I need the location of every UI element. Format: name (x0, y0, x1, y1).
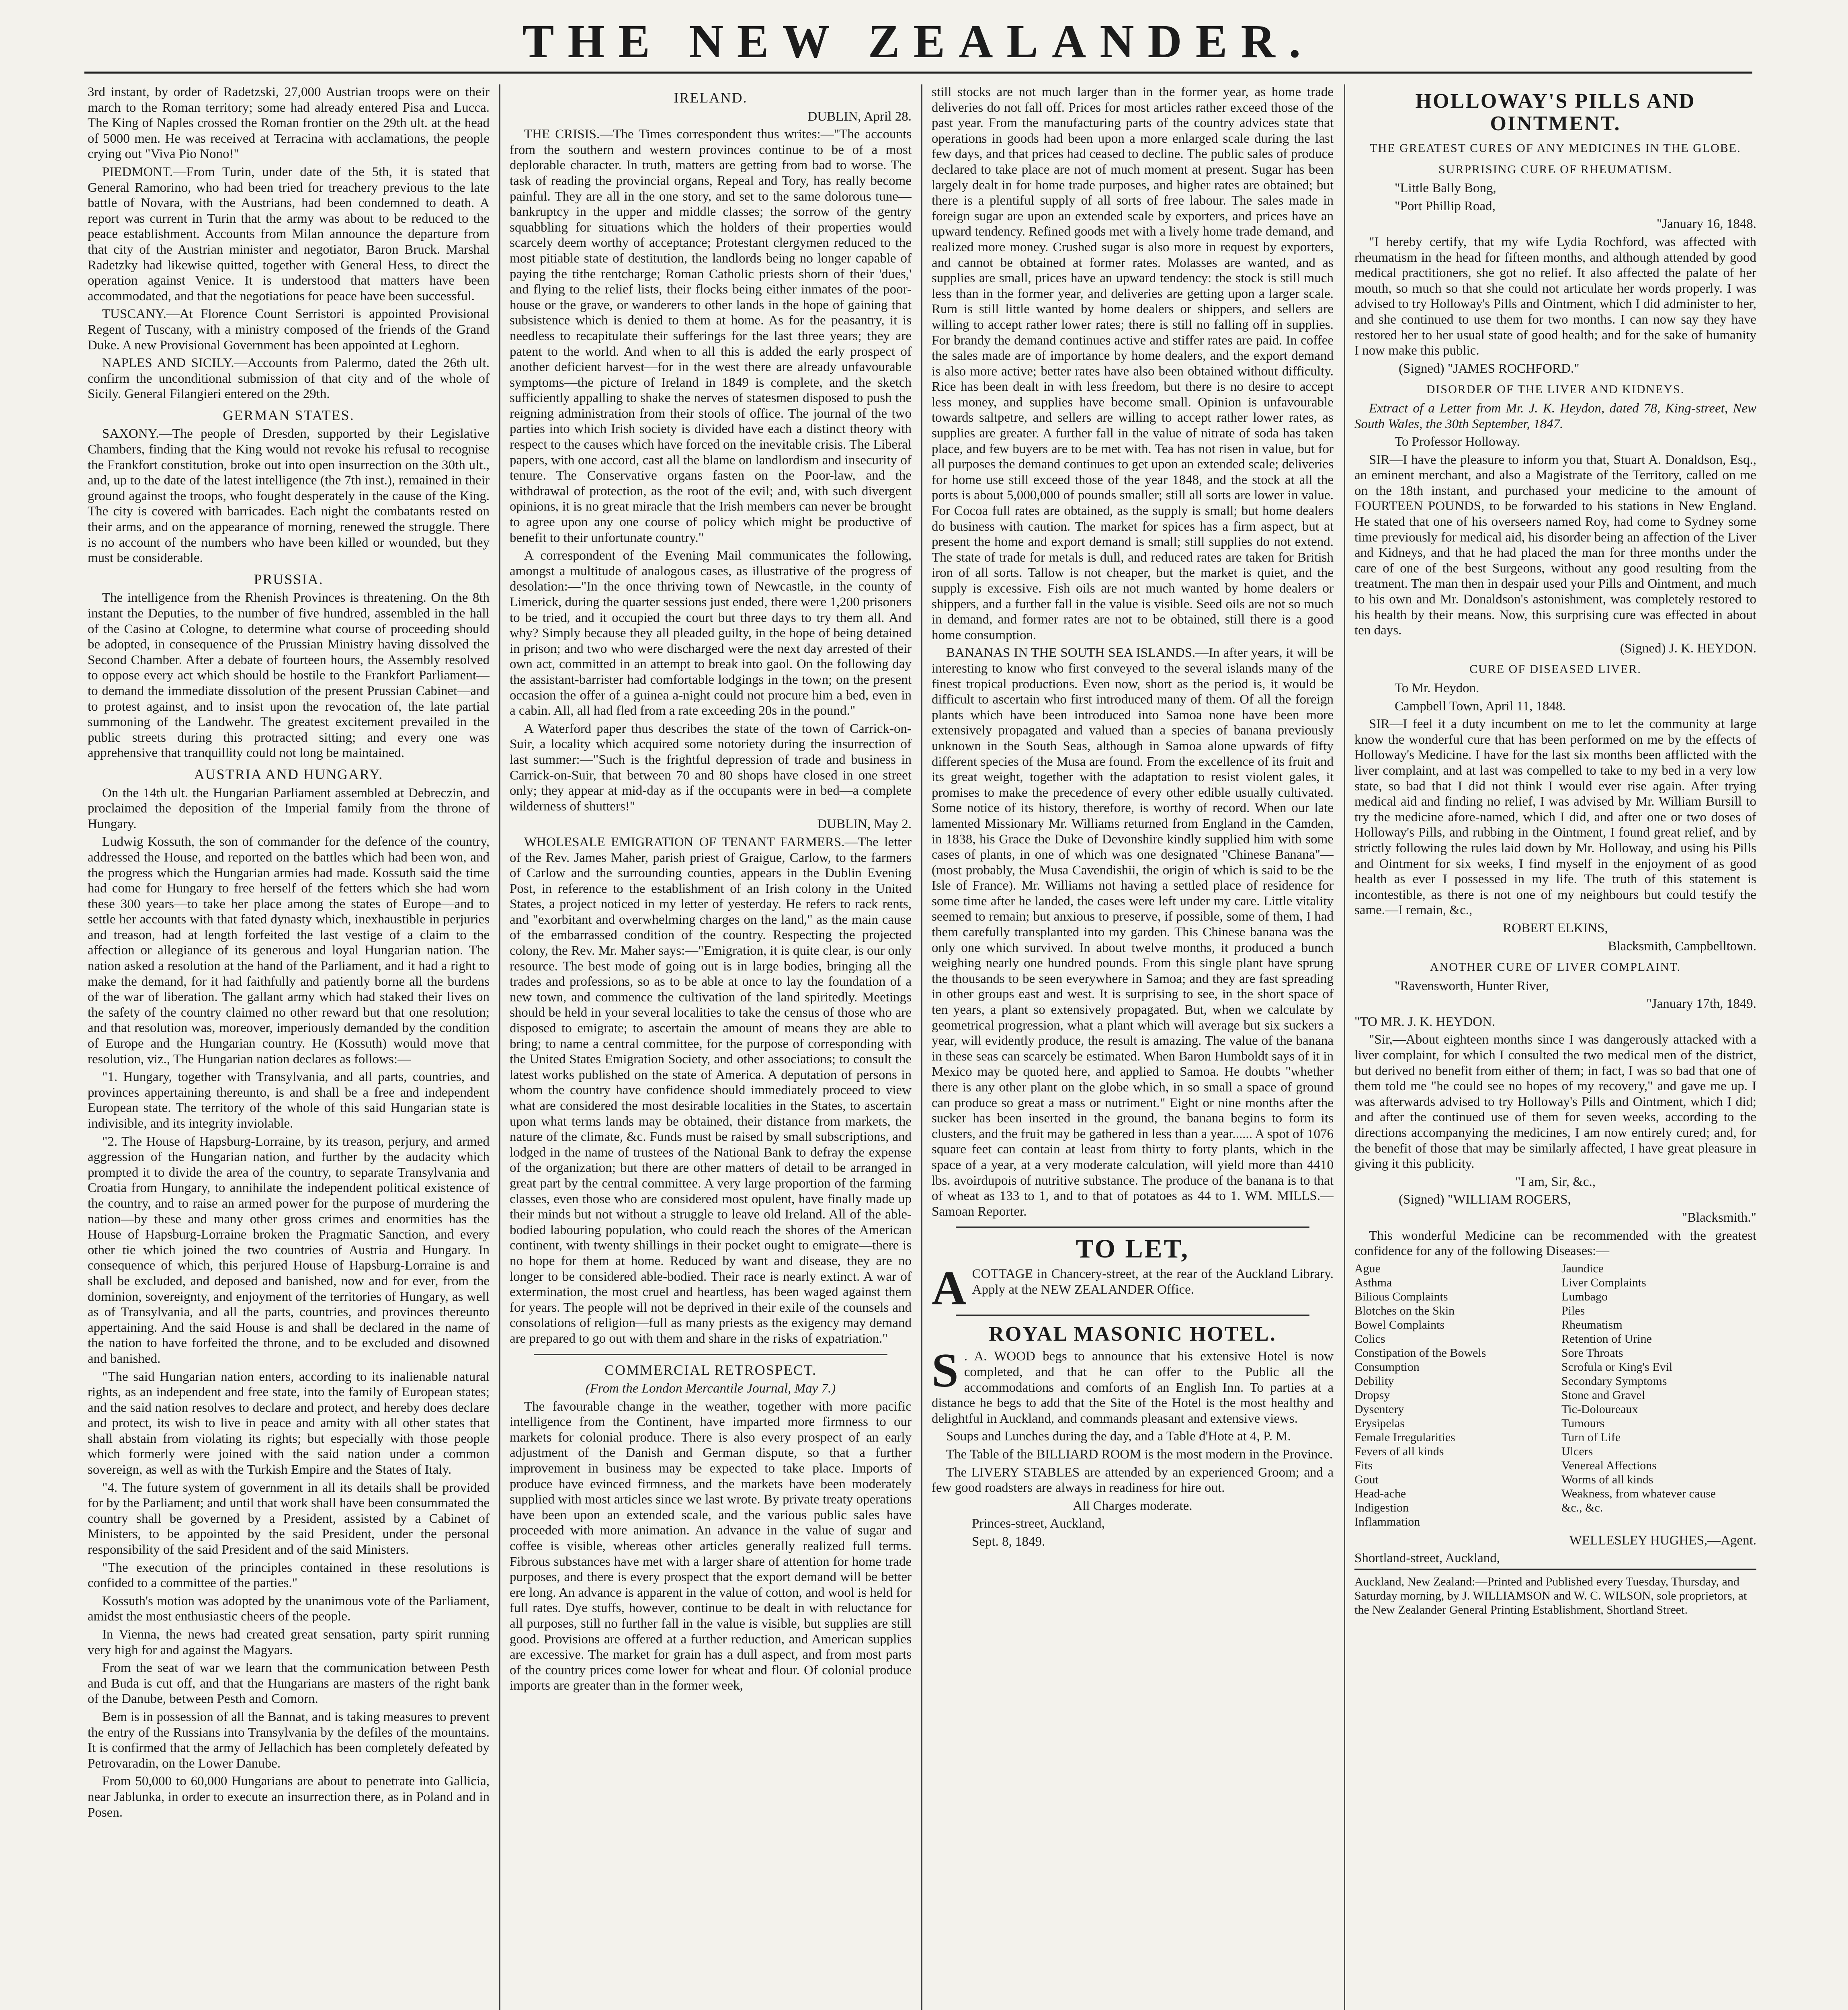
disease-item: Scrofula or King's Evil (1561, 1360, 1673, 1374)
column-2 (510, 84, 912, 2010)
austria-paragraph: "1. Hungary, together with Transylvania, and all parts, countries, and provinces appertaining thereunto, is and shall be a free and independent European state. The territory of the whole of this said Hungarian state is indivisible, and its integrity inviolable. (88, 1070, 490, 1131)
disease-item: Tic-Doloureaux (1561, 1402, 1638, 1416)
disease-item: Head-ache (1354, 1487, 1406, 1500)
disease-item: Inflammation (1354, 1515, 1420, 1528)
italy-intro: 3rd instant, by order of Radetzski, 27,000 Austrian troops were on their march to the Roman territory; some had already entered Pisa and Lucca. The King of Naples crossed the Roman frontier on the 29th ult. at the head of 5000 men. He was received at Terracina with acclamations, the people crying out "Viva Pio Nono!" (88, 85, 490, 162)
address-line: Campbell Town, April 11, 1848. (1395, 699, 1566, 714)
austria-paragraph: In Vienna, the news had created great sensation, party spirit running very high for and against the Magyars. (88, 1627, 490, 1657)
austria-paragraph: Kossuth's motion was adopted by the unanimous vote of the Parliament, amidst the most enthusiastic cheers of the people. (88, 1594, 490, 1624)
austria-heading: AUSTRIA AND HUNGARY. (194, 766, 383, 782)
address-line: "Ravensworth, Hunter River, (1395, 978, 1549, 993)
austria-paragraph: On the 14th ult. the Hungarian Parliament assembled at Debreczin, and proclaimed the deposition of the Imperial family from the throne of Hungary. (88, 786, 490, 831)
another-cure-heading: ANOTHER CURE OF LIVER COMPLAINT. (1430, 960, 1681, 974)
masonic-date: Sept. 8, 1849. (972, 1534, 1045, 1549)
disease-item (1561, 1515, 1756, 1529)
commercial-heading: COMMERCIAL RETROSPECT. (604, 1362, 817, 1378)
piedmont-article: PIEDMONT.—From Turin, under date of the 5th, it is stated that General Ramorino, who had been tried for treachery previous to the late battle of Novara, with the Austrians, had been condemned to death. A report was current in Turin that the army was about to be reduced to the peace establishment. Accounts from Milan announce the departure from that city of the Austrian minister and negotiator, Baron Bruck. Marshal Radetzky had likewise quitted, together with General Hess, to direct the operation against Venice. It is understood that matters have been accommodated, and that the negotiations for peace have been successful. (88, 164, 490, 304)
drop-cap: S (932, 1343, 959, 1397)
evening-mail-article: A correspondent of the Evening Mail communicates the following, amongst a multitude of analogous cases, as illustrative of the progress of desolation:—"In the once thriving town of Newcastle, in the county of Limerick, during the quarter sessions just ended, there were 1,200 prisoners to be tried, and it occupied the court but three days to try them all. And why? Simply because they all pleaded guilty, in the hope of being detained in prison; and two who were discharged were the next day arrested of their own act, committed in an attempt to break into gaol. On the following day the assistant-barrister had comfortable lodgings in the town; on the present occasion the offer of a guinea a-night could not procure him a bed, even in a cabin. All, all had fled from a rate exceeding 20s in the pound." (510, 548, 912, 718)
signature: (Signed) "JAMES ROCHFORD." (1399, 361, 1580, 376)
disease-item: Colics (1354, 1332, 1385, 1345)
disease-item: Rheumatism (1561, 1318, 1623, 1331)
disease-item: Gout (1354, 1473, 1379, 1486)
disease-item: Ague (1354, 1261, 1381, 1275)
disease-item: Bilious Complaints (1354, 1290, 1448, 1303)
salutation: To Professor Holloway. (1395, 435, 1520, 449)
crisis-article: THE CRISIS.—The Times correspondent thus writes:—"The accounts from the southern and western provinces continue to be of a most deplorable character. In truth, matters are getting from bad to worse. The task of reading the provincial organs, Repeal and Tory, has really become painful. They are all in the one story, and set to the same dolorous tune—bankruptcy in the upper and middle classes; the sorrow of the gentry squabbling for situations which the holders of their properties would scarcely deem worthy of acceptance; Protestant clergymen reduced to the most pitiable state of destitution, the landlords being no longer capable of paying the tithe rentcharge; Roman Catholic priests shorn of their 'dues,' and flying to the relief lists, their flocks being either inmates of the poor-house or the grave, or wanderers to other lands in the hope of gaining that subsistence which is denied to them at home. As for the peasantry, it is needless to recapitulate their sufferings for the last three years; they are patent to the world. And when to all this is added the early prospect of another deficient harvest—for in the west there are already unfavourable symptoms—the picture of Ireland in 1849 is complete, and the sketch sufficiently appalling to shake the nerves of statesmen disposed to push the reigning administration from their stools of office. The journal of the two parties into which Irish society is divided have each a distinct theory with respect to the causes which have forced on the inevitable crisis. The Liberal papers, with one accord, cast all the blame on landlordism and insecurity of tenure. The Conservative organs fasten on the Poor-law, and the withdrawal of protection, as the root of the evil; and, with such divergent opinions, it is no great miracle that the Irish members can never be brought to agree upon any one course of policy which might be productive of benefit to their unfortunate country." (510, 127, 912, 545)
diseased-liver-testimonial: SIR—I feel it a duty incumbent on me to let the community at large know the wonderful cure that has been performed on me by the effects of Holloway's Medicine. I have for the last six months been afflicted with the liver complaint, and at last was compelled to take to my bed in a very low state, so bad that I did not think I would ever rise again. After trying medical aid and finding no relief, I was advised by Mr. William Bursill to try the medicine afore-named, which I did, and after one or two doses of Holloway's Pills, and rubbing in the Ointment, I found great relief, and by strictly following the rules laid down by Mr. Holloway, and using his Pills and Ointment for six weeks, I find myself in the enjoyment of as good health as ever I possessed in my life. The truth of this statement is incontestible, as there is not one of my neighbours but could testify the same.—I remain, &c., (1354, 717, 1756, 918)
dateline: DUBLIN, April 28. (807, 109, 912, 124)
disease-item: Retention of Urine (1561, 1332, 1652, 1345)
disease-item: Bowel Complaints (1354, 1318, 1445, 1331)
disease-item: Worms of all kinds (1561, 1473, 1653, 1486)
commercial-continued: still stocks are not much larger than in the former year, as home trade deliveries do not fall off. Prices for most articles rather exceed those of the past year. From the manufacturing parts of the country advices state that operations in goods had been upon a more enlarged scale during the last few days, and that prices had ceased to decline. The public sales of produce declared to take place are not of much moment at present. Sugar has been largely dealt in for home trade purposes, and higher rates are obtained; but there is a plentiful supply of all sorts of free labour. The sales made in foreign sugar are upon an extended scale by exporters, and prices have an upward tendency. Refined goods met with a lively home trade demand, and realized more money. Crushed sugar is also more in request by exporters, and cannot be obtained at former rates. Molasses are wanted, and as supplies are small, prices have an upward tendency: the stock is still much less than in the former year, and deliveries are getting upon a larger scale. Rum is still little wanted by home dealers or shippers, and sellers are willing to accept rather lower rates; there is still no falling off in supplies. For brandy the demand continues active and stiffer rates are paid. In coffee the sales made are of importance by home dealers, and the export demand is also more active; better rates have also been obtained without difficulty. Rice has been dealt in with less freedom, but there is no desire to accept less money, and supplies have become small. Opinion is unfavourable towards saltpetre, and sellers are willing to accept rather lower rates, as supplies are greater. A further fall in the value of nitrate of soda has taken place, and few buyers are to be met with. Tea has not risen in value, but for all purposes the demand continues to get upon an extended scale; deliveries for home use still exceed those of the year 1848, and the stock at all the ports is about 5,000,000 of pounds smaller; still all sorts are lower in value. For Cocoa full rates are obtained, as the supply is small; but home dealers do business with caution. The market for spices has a firm aspect, but at present the home and export demand is small; still supplies do not extend. The state of trade for metals is dull, and reduced rates are taken for British iron of all sorts. Tallow is not cheaper, but the market is quiet, and the supply is excessive. Fish oils are not much wanted by home dealers or shippers, and a further fall in the value is visible. Seed oils are not so much in demand, and former rates are not to be obtained, still there is a good home consumption. (932, 85, 1334, 642)
ireland-heading: IRELAND. (674, 90, 748, 106)
masonic-line: All Charges moderate. (1073, 1498, 1192, 1513)
disease-item: Jaundice (1561, 1261, 1604, 1275)
masonic-line: The LIVERY STABLES are attended by an experienced Groom; and a few good roadsters are always in readiness for hire out. (932, 1465, 1334, 1495)
disease-item: Female Irregularities (1354, 1430, 1455, 1444)
agent-address: Shortland-street, Auckland, (1354, 1551, 1500, 1566)
prussia-heading: PRUSSIA. (254, 571, 324, 587)
section-divider (534, 1354, 887, 1355)
disease-item: Consumption (1354, 1360, 1420, 1374)
recommendation: This wonderful Medicine can be recommended with the greatest confidence for any of the following Diseases:— (1354, 1228, 1756, 1259)
masonic-ad (932, 1343, 1334, 1426)
disease-item: Venereal Affections (1561, 1458, 1657, 1472)
austria-paragraph: Ludwig Kossuth, the son of commander for the defence of the country, addressed the House, and reported on the battles which had been won, and the progress which the Hungarian armies had made. Kossuth said the time had come for Hungary to free herself of the fetters which she had worn these 300 years—to take her place among the states of Europe—and to settle her accounts with that fated dynasty which, inexhaustible in perjuries and treason, had at length forfeited the last vestige of a claim to the affection or allegiance of its generous and loyal Hungarian nation. The nation asked a resolution at the hand of the Parliament, and it had a right to make the demand, for it had faithfully and patiently borne all the burdens of the war of liberation. The gallant army which had staked their lives on the safety of the country claimed no other reward but that one resolution; and that resolution was, moreover, imperiously demanded by the condition of Europe and the Hungarian country. He (Kossuth) would move that resolution, viz., The Hungarian nation declares as follows:— (88, 835, 490, 1067)
disease-list (1354, 1261, 1756, 1529)
liver-extract: Extract of a Letter from Mr. J. K. Heydon, dated 78, King-street, New South Wales, the 30th September, 1847. (1354, 401, 1756, 431)
column-3 (932, 84, 1334, 2010)
disease-item: Indigestion (1354, 1501, 1409, 1514)
diseased-liver-heading: CURE OF DISEASED LIVER. (1469, 662, 1641, 676)
column-rule (499, 84, 500, 2010)
dateline: DUBLIN, May 2. (817, 817, 912, 832)
tuscany-article: TUSCANY.—At Florence Count Serristori is appointed Provisional Regent of Tuscany, with a ministry composed of the friends of the Grand Duke. A new Provisional Government has been appointed at Leghorn. (88, 307, 490, 353)
section-divider (956, 1315, 1309, 1316)
salutation: "TO MR. J. K. HEYDON. (1354, 1014, 1496, 1029)
masonic-line: The Table of the BILLIARD ROOM is the most modern in the Province. (946, 1447, 1333, 1462)
waterford-article: A Waterford paper thus describes the state of the town of Carrick-on-Suir, a locality which acquired some notoriety during the insurrection of last summer:—"Such is the frightful depression of trade and business in Carrick-on-Suir, that between 70 and 80 shops have closed in one street only; they appear at mid-day as if the occupants were in bed—a complete wilderness of shutters!" (510, 721, 912, 814)
masonic-text: . A. WOOD begs to announce that his extensive Hotel is now completed, and that he can offer to the Public all the accommodations and comforts of an English Inn. To parties at a distance he begs to add that the Site of the Hotel is the most healthy and delightful in Auckland, and commands pleasant and extensive views. (932, 1349, 1334, 1426)
disease-item: Weakness, from whatever cause (1561, 1487, 1716, 1500)
disease-item: Debility (1354, 1374, 1394, 1388)
signature: (Signed) J. K. HEYDON. (1620, 641, 1756, 656)
holloway-heading: HOLLOWAY'S PILLS AND OINTMENT. (1415, 90, 1696, 135)
column-4 (1354, 84, 1756, 2010)
disease-item: Blotches on the Skin (1354, 1304, 1455, 1317)
disease-item: Fits (1354, 1458, 1373, 1472)
disease-item: Sore Throats (1561, 1346, 1623, 1360)
austria-paragraph: From the seat of war we learn that the communication between Pesth and Buda is cut off, and that the Hungarians are masters of the right bank of the Danube, between Pesth and Comorn. (88, 1661, 490, 1706)
to-let-ad (932, 1261, 1334, 1315)
disease-item: Fevers of all kinds (1354, 1444, 1444, 1458)
signature: "I am, Sir, &c., (1515, 1174, 1596, 1189)
disease-item: Turn of Life (1561, 1430, 1621, 1444)
german-states-heading: GERMAN STATES. (223, 407, 354, 423)
naples-article: NAPLES AND SICILY.—Accounts from Palermo, dated the 26th ult. confirm the unconditional submission of that city and of the whole of Sicily. General Filangieri entered on the 29th. (88, 356, 490, 402)
drop-cap: A (932, 1261, 967, 1315)
austria-paragraph: "2. The House of Hapsburg-Lorraine, by its treason, perjury, and armed aggression of the Hungarian nation, and further by the audacity which prompted it to divide the area of the country, to separate Transylvania and Croatia from Hungary, to annihilate the independent political existence of the country, and to raise an armed power for the purpose of murdering the nation—by these and many other gross crimes and enormities has the House of Hapsburg-Lorraine broken the Pragmatic Sanction, and every other tie which joined the two countries of Austria and Hungary. In consequence of which, this perjured House of Hapsburg-Lorraine is and shall be excluded, and deposed and banished, now and for ever, from the dominion, sovereignty, and enjoyment of the territories of Hungary, as well as of Transylvania, and all the parts, countries, and provinces thereunto appertaining. And the said House is and shall be declared in the name of the nation to have forfeited the throne, and to be excluded and disowned and banished. (88, 1134, 490, 1366)
address-line: "January 17th, 1849. (1646, 997, 1756, 1011)
austria-paragraph: "The execution of the principles contained in these resolutions is confided to a committee of the parties." (88, 1560, 490, 1591)
disease-item: Stone and Gravel (1561, 1388, 1645, 1402)
disease-item: Piles (1561, 1304, 1585, 1317)
prussia-article: The intelligence from the Rhenish Provinces is threatening. On the 8th instant the Deputies, to the number of five hundred, assembled in the hall of the Casino at Cologne, to determine what course of proceeding should be adopted, in consequence of the Prussian Ministry having dissolved the Second Chamber. After a debate of fourteen hours, the Assembly resolved to oppose every act which should be hostile to the Frankfort Parliament—to demand the immediate dissolution of the present Prussian Cabinet—and to protest against, and to insist upon the revocation of, the late partial summoning of the Landwehr. The greatest excitement prevailed in the public streets during this protracted sitting; and every one was apprehensive that tranquillity could not long be maintained. (88, 591, 490, 761)
disease-item: Secondary Symptoms (1561, 1374, 1667, 1388)
bananas-article: BANANAS IN THE SOUTH SEA ISLANDS.—In after years, it will be interesting to know who first conveyed to the several islands many of the finest tropical productions. Even now, short as the period is, it would be difficult to ascertain who first introduced many of them. Of all the foreign plants which have been introduced into Samoa none have been more extensively propagated and valued than a species of banana previously unknown in the South Seas, although in Samoa alone upwards of fifty different species of the Musa are found. From the excellence of its fruit and its great weight, together with the adaptation to resist violent gales, it promises to make the precedence of every other edible usually cultivated. Some notice of its history, therefore, is worthy of record. When our late lamented Missionary Mr. Williams returned from England in the Camden, in 1838, his Grace the Duke of Devonshire kindly supplied him with some cases of plants, in one of which was one designated "Chinese Banana"—(most probably, the Musa Cavendishii, the origin of which is said to be the Isle of France). Mr. Williams not having a settled place of residence for some time after he landed, the cases were left under my care. Little vitality seemed to remain; but anxious to preserve, if possible, some of them, I had them carefully transplanted into my garden. This Chinese banana was the only one which survived. In about twelve months, it produced a bunch weighing nearly one hundred pounds. From this single plant have sprung the thousands to be seen everywhere in Samoa; and they are fast spreading in other groups east and west. It is surprising to see, in the short space of ten years, a plant so extensively propagated. But, when we calculate by geometrical progression, what a plant which will average but six suckers a year, will evidently produce, the result is amazing. The value of the banana in these seas can scarcely be estimated. When Baron Humboldt says of it in Mexico may be quoted here, and applied to Samoa. He doubts "whether there is any other plant on the globe which, in so small a space of ground can produce so great a mass or nutriment." Eight or nine months after the sucker has been inserted in the ground, the banana begins to form its clusters, and the fruit may be gathered in less than a year...... A spot of 1076 square feet can contain at least from thirty to forty plants, which in the space of a year, at a very moderate calculation, will yield more than 4410 lbs. avoirdupois of nutritive substance. The produce of the banana is to that of wheat as 133 to 1, and to that of potatoes as 44 to 1. WM. MILLS.—Samoan Reporter. (932, 646, 1334, 1219)
disease-item: Lumbago (1561, 1290, 1608, 1303)
address-line: "January 16, 1848. (1656, 217, 1756, 232)
disease-item: Liver Complaints (1561, 1276, 1646, 1289)
holloway-subheading: THE GREATEST CURES OF ANY MEDICINES IN THE GLOBE. (1370, 142, 1741, 155)
column-rule (1344, 84, 1345, 2010)
austria-paragraph: From 50,000 to 60,000 Hungarians are about to penetrate into Gallicia, near Jablunka, in order to execute an insurrection there, as in Poland and in Posen. (88, 1774, 490, 1820)
address-line: "Little Bally Bong, (1395, 181, 1496, 196)
rheumatism-heading: SURPRISING CURE OF RHEUMATISM. (1438, 162, 1672, 176)
disease-item: Constipation of the Bowels (1354, 1346, 1486, 1360)
disease-item: Ulcers (1561, 1444, 1593, 1458)
disease-item: Tumours (1561, 1416, 1605, 1430)
disease-item: Asthma (1354, 1276, 1392, 1289)
signature: (Signed) "WILLIAM ROGERS, (1399, 1192, 1571, 1207)
austria-paragraph: "The said Hungarian nation enters, according to its inalienable natural rights, as an independent and free state, into the family of European states; and the said nation resolves to declare and protect, and hereby does declare and protect, its wish to live in peace and amity with all other states that shall abstain from violating its rights; but especially with those people which formerly were joined with the said nation under a common sovereign, as well as with the Turkish Empire and the States of Italy. (88, 1369, 490, 1477)
agent: WELLESLEY HUGHES,—Agent. (1569, 1533, 1756, 1548)
imprint (1354, 1569, 1756, 1617)
newspaper-title: THE NEW ZEALANDER. (522, 15, 1315, 68)
section-divider (956, 1227, 1309, 1228)
masonic-hotel-heading: ROYAL MASONIC HOTEL. (989, 1323, 1276, 1346)
another-testimonial: "Sir,—About eighteen months since I was dangerously attacked with a liver complaint, for which I consulted the two medical men of the district, but derived no benefit from either of them; in fact, I was so bad that one of them told me "he could see no hopes of my recovery," and gave me up. I was afterwards advised to try Holloway's Pills and Ointment, which I did; and after the continued use of them for seven weeks, according to the directions accompanying the medicines, I am now entirely cured; and, for the benefit of those that may be similarly affected, I have great pleasure in giving it this publicity. (1354, 1032, 1756, 1171)
column-rule (921, 84, 922, 2010)
disease-item: Dropsy (1354, 1388, 1390, 1402)
salutation: To Mr. Heydon. (1395, 681, 1479, 695)
to-let-heading: TO LET, (1076, 1234, 1190, 1264)
disease-item: Erysipelas (1354, 1416, 1405, 1430)
address-line: "Port Phillip Road, (1395, 199, 1496, 213)
column-1 (88, 84, 490, 2010)
masonic-address: Princes-street, Auckland, (972, 1516, 1105, 1531)
masonic-line: Soups and Lunches during the day, and a Table d'Hote at 4, P. M. (946, 1429, 1291, 1444)
rheumatism-testimonial: "I hereby certify, that my wife Lydia Rochford, was affected with rheumatism in the head for fifteen months, and although attended by good medical practitioners, she got no relief. It also affected the palate of her mouth, so much so that she could not articulate her words properly. I was advised to try Holloway's Pills and Ointment, which I did administer to her, and she continued to use them for two months. I can now say they have restored her to her usual state of good health; and for the sake of humanity I now make this public. (1354, 234, 1756, 358)
masthead (84, 11, 1752, 74)
disease-item: Dysentery (1354, 1402, 1404, 1416)
disease-item: &c., &c. (1561, 1501, 1603, 1514)
saxony-article: SAXONY.—The people of Dresden, supported by their Legislative Chambers, finding that the King would not revoke his refusal to recognise the Frankfort constitution, broke out into open insurrection on the 30th ult., and, up to the date of the latest intelligence (the 7th inst.), remained in their ground against the troops, who fought desperately in the cause of the King. The city is covered with barricades. Each night the combatants rested on their arms, and on the appearance of morning, renewed the struggle. There is no account of the numbers who have been killed or wounded, but they must be considerable. (88, 427, 490, 566)
commercial-article: The favourable change in the weather, together with more pacific intelligence from the Continent, have imparted more firmness to our markets for colonial produce. There is also every prospect of an early adjustment of the Danish and German dispute, so that a further improvement in business may be expected to take place. Imports of produce have evinced firmness, and the markets have been moderately supplied with most articles since we last wrote. By private treaty operations have been upon an extended scale, and the various public sales have proceeded with more animation. An advance in the value of sugar and coffee is visible, whereas other articles generally realized full terms. Fibrous substances have met with a larger share of attention for home trade purposes, and there is every prospect that the export demand will be better ere long. An advance is apparent in the value of cotton, and wool is held for full rates. Dye stuffs, however, continue to be dealt in with reluctance for all purposes, still no further fall in the value is visible, but supplies are still good. Provisions are offered at a further reduction, and American supplies are excessive. The market for grain has a dull aspect, and from most parts of the country prices come lower for wheat and flour. Of colonial produce imports are greater than in the former week, (510, 1399, 912, 1693)
liver-kidneys-heading: DISORDER OF THE LIVER AND KIDNEYS. (1426, 383, 1685, 396)
to-let-text: COTTAGE in Chancery-street, at the rear of the Auckland Library. Apply at the NEW ZEALANDER Office. (972, 1267, 1334, 1297)
signature: Blacksmith, Campbelltown. (1608, 939, 1756, 954)
imprint-text: Auckland, New Zealand:—Printed and Published every Tuesday, Thursday, and Saturday morning, by J. WILLIAMSON and W. C. WILSON, sole proprietors, at the New Zealander General Printing Establishment, Shortland Street. (1354, 1575, 1747, 1616)
commercial-source: (From the London Mercantile Journal, May 7.) (585, 1381, 836, 1396)
austria-paragraph: Bem is in possession of all the Bannat, and is taking measures to prevent the entry of the Russians into Transylvania by the defiles of the mountains. It is confirmed that the army of Jellachich has been completely defeated by Petrovaradin, on the Lower Danube. (88, 1709, 490, 1771)
signature: "Blacksmith." (1682, 1210, 1756, 1225)
austria-paragraph: "4. The future system of government in all its details shall be provided for by the Parliament; and until that work shall have been consummated the country shall be governed by a President, assisted by a Cabinet of Ministers, to be appointed by the said President, under the personal responsibility of the said President and of the said Ministers. (88, 1480, 490, 1557)
signature: ROBERT ELKINS, (1503, 921, 1608, 935)
emigration-article: WHOLESALE EMIGRATION OF TENANT FARMERS.—The letter of the Rev. James Maher, parish priest of Graigue, Carlow, to the farmers of Carlow and the surrounding counties, appears in the Dublin Evening Post, in reference to the establishment of an Irish colony in the United States, a project noticed in my letter of yesterday. He refers to rack rents, and "exorbitant and overwhelming charges on the land," as the main cause of the embarrassed condition of the country. Respecting the projected colony, the Rev. Mr. Maher says:—"Emigration, it is quite clear, is our only resource. The best mode of going out is in large bodies, bringing all the trades and professions, so as to be able at once to lay the foundation of a new town, and commence the cultivation of the land spiritedly. Meetings should be held in your several localities to take the census of those who are disposed to emigrate; to ascertain the amount of means they are able to bring; to name a central committee, for the purpose of corresponding with the United States Emigration Society, and other associations; to consult the latest works published on the state of America. A deputation of persons in whom the country have confidence should immediately proceed to view what are considered the most desirable localities in the States, to ascertain upon what terms lands may be obtained, their distance from markets, the nature of the climate, &c. Funds must be raised by small subscriptions, and lodged in the name of trustees of the National Bank to defray the expense of the organization; but there are other matters of detail to be arranged in great part by the central committee. A very large proportion of the farming classes, even those who are considered most opulent, have finally made up their minds but not without a struggle to leave old Ireland. All of the able-bodied labouring population, who could reach the shores of the American continent, with twenty shillings in their pocket ought to emigrate—there is no hope for them at home. Reduced by want and disease, they are no longer to be considered able-bodied. Their race is nearly extinct. A war of extermination, the most cruel and heartless, has been waged against them for years. The people will not be deprived in their exile of the counsels and consolations of religion—full as many priests as the exigency may demand are prepared to go out with them and share in the risks of expatriation." (510, 835, 912, 1346)
liver-testimonial: SIR—I have the pleasure to inform you that, Stuart A. Donaldson, Esq., an eminent merchant, and also a Magistrate of the Territory, called on me on the 18th instant, and purchased your medicine to the amount of FOURTEEN POUNDS, to be forwarded to his stations in New England. He stated that one of his overseers named Roy, had come to Sydney some time previously for medical aid, his disorder being an affection of the Liver and Kidneys, and that he had placed the man for three months under the care of one of the best Surgeons, without any good resulting from the treatment. The man then in despair used your Pills and Ointment, and much to his own and Mr. Donaldson's astonishment, was completely restored to his health by their means. Now, this surprising cure was effected in about ten days. (1354, 452, 1756, 638)
